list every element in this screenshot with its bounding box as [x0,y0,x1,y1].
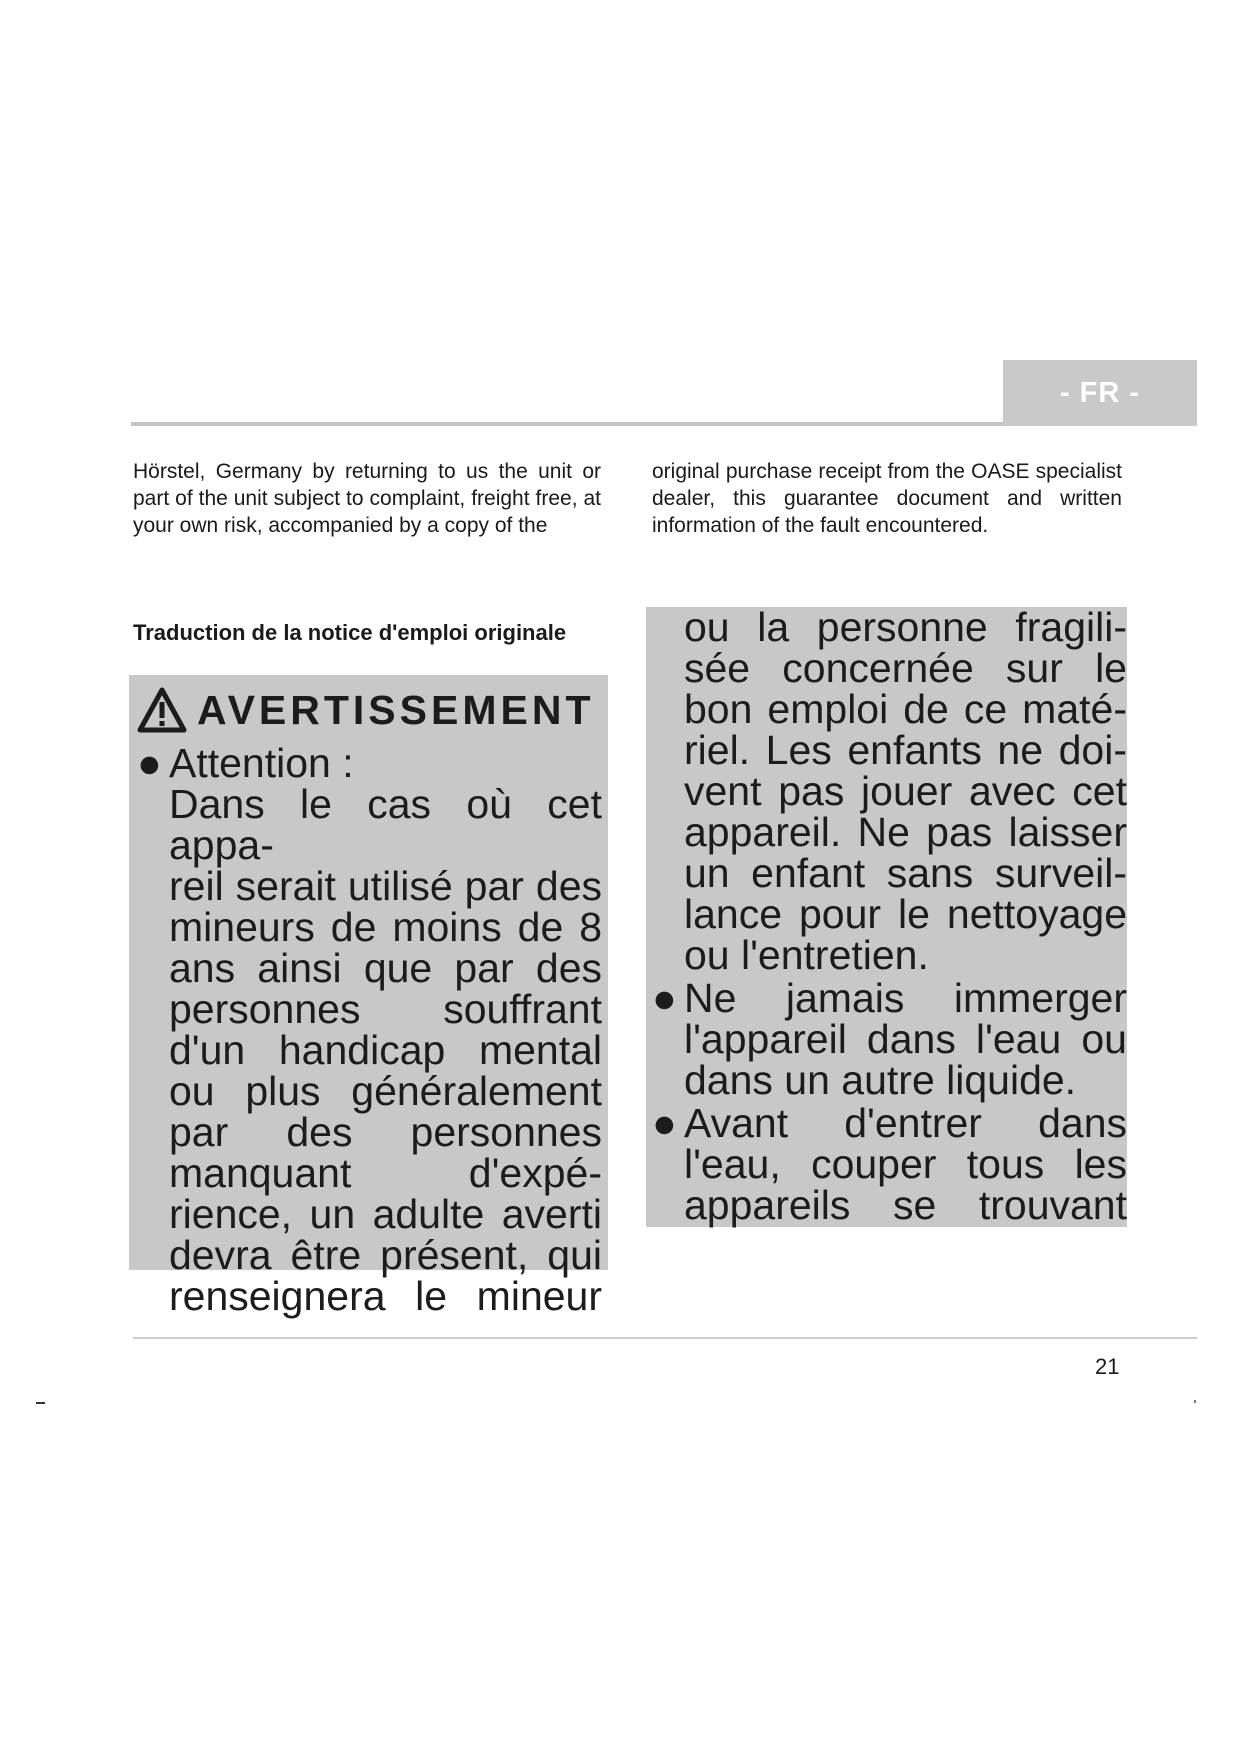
warning-paragraph-right [652,604,1127,978]
warning-line: l'appareil dans l'eau ou [684,1016,1127,1062]
page-number: 21 [1095,1354,1120,1379]
warning-line: mineurs de moins de 8 [169,904,602,950]
scan-mark-right [1194,1400,1196,1403]
bullet-attention [137,740,602,786]
warning-line: renseignera le mineur [169,1273,602,1319]
warning-line: d'un handicap mental [169,1027,602,1073]
warning-line: appareil. Ne pas laisser [684,809,1127,855]
section-subtitle: Traduction de la notice d'emploi originale [133,620,567,645]
warning-line: lance pour le nettoyage [684,891,1127,937]
language-tab: - FR - [1003,360,1197,426]
bullet-before-water-text [684,1100,1127,1228]
intro-text-right: original purchase receipt from the OASE specialist dealer, this guarantee document and written information of the fault encountered. [652,460,1122,537]
warning-paragraph-left [137,781,602,1319]
warning-line: bon emploi de ce maté- [684,686,1127,732]
warning-line: riel. Les enfants ne doi- [684,727,1127,773]
warning-heading [137,685,602,735]
footer-rule [133,1337,1197,1339]
warning-line: ans ainsi que par des [169,945,602,991]
warning-line: ou la personne fragili- [684,604,1127,650]
warning-triangle-icon [137,687,187,733]
intro-text-left: Hörstel, Germany by returning to us the unit or part of the unit subject to complaint, freight free, at your own risk, accompanied by a copy of the [133,460,601,537]
warning-line: vent pas jouer avec cet [684,768,1127,814]
warning-line: rience, un adulte averti [169,1191,602,1237]
bullet-dot-icon: ● [652,1100,677,1146]
warning-line: reil serait utilisé par des [169,863,602,909]
warning-line: sée concernée sur le [684,645,1127,691]
warning-line: dans un autre liquide. [684,1057,1077,1103]
warning-box-right [646,604,1127,1228]
bullet-before-water [652,1100,1127,1228]
warning-line: Ne jamais immerger [684,975,1127,1021]
warning-line: l'eau, couper tous les [684,1141,1127,1187]
warning-line: Avant d'entrer dans [684,1100,1127,1146]
bullet-dot-icon: ● [137,740,162,786]
warning-line: par des personnes [169,1109,602,1155]
warning-line: ou plus généralement [169,1068,602,1114]
warning-line: devra être présent, qui [169,1232,602,1278]
warning-box-left [129,675,608,1319]
warning-line: ou l'entretien. [684,932,929,978]
warning-line: personnes souffrant [169,986,602,1032]
warning-title: AVERTISSEMENT [197,686,595,733]
warning-line: appareils se trouvant [684,1182,1127,1228]
attention-label: Attention : [169,740,354,786]
scan-mark-left [36,1402,45,1404]
bullet-immerse-text [684,975,1127,1103]
warning-line: un enfant sans surveil- [684,850,1127,896]
warning-line: Dans le cas où cet appa- [169,781,602,868]
bullet-immerse [652,975,1127,1103]
bullet-dot-icon: ● [652,975,677,1021]
warning-line: manquant d'expé- [169,1150,602,1196]
